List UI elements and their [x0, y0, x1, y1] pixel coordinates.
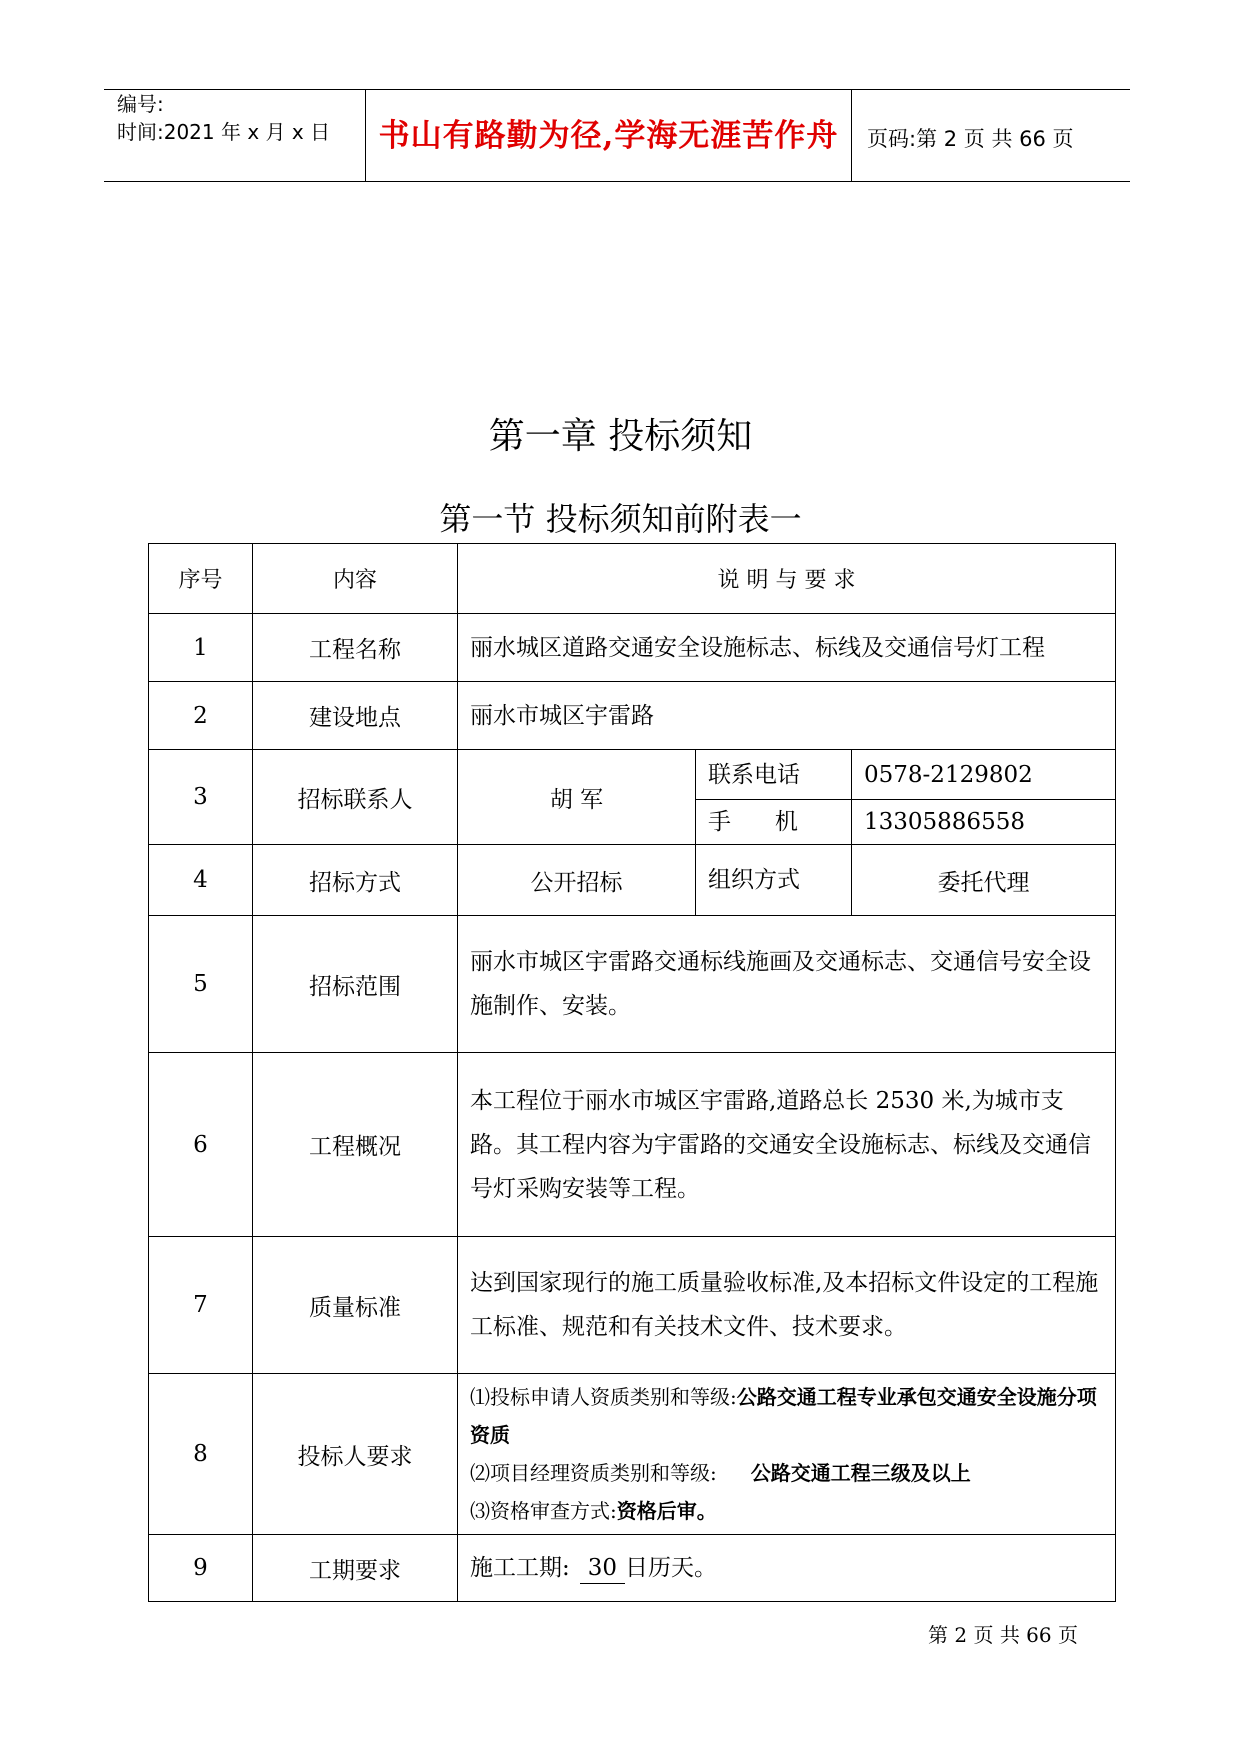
organization-label: 组织方式: [696, 845, 852, 916]
requirement-review: [470, 1492, 1103, 1530]
period-prefix: 施工工期:: [470, 1555, 570, 1581]
table-row: [149, 682, 1116, 750]
section-title: 第一节 投标须知前附表一: [439, 500, 802, 538]
table-row: [149, 614, 1116, 682]
header-top-rule: [104, 89, 1130, 90]
requirements-table: [148, 543, 1116, 1602]
row-item: 工期要求: [253, 1535, 458, 1602]
row-no: 7: [149, 1237, 253, 1374]
mobile-label: 手 机: [696, 800, 852, 845]
period-suffix: 日历天。: [625, 1555, 718, 1581]
bidder-requirements: [458, 1374, 1116, 1535]
table-row: [149, 1053, 1116, 1237]
requirement-label: ⑶资格审查方式:: [470, 1499, 617, 1523]
row-no: 2: [149, 682, 253, 750]
requirement-label: ⑵项目经理资质类别和等级:: [470, 1461, 717, 1485]
row-description: 达到国家现行的施工质量验收标准,及本招标文件设定的工程施工标准、规范和有关技术文件、技术要求。: [458, 1237, 1116, 1374]
row-description: 丽水市城区宇雷路: [458, 682, 1116, 750]
document-number-label: 编号:: [117, 92, 164, 116]
table-row: [149, 750, 1116, 800]
row-description: 丽水市城区宇雷路交通标线施画及交通标志、交通信号安全设施制作、安装。: [458, 916, 1116, 1053]
requirement-manager: [470, 1454, 1103, 1492]
header-motto: 书山有路勤为径,学海无涯苦作舟: [378, 118, 839, 154]
table-row: [149, 1237, 1116, 1374]
phone-number: 0578-2129802: [852, 750, 1116, 800]
chapter-title: 第一章 投标须知: [488, 416, 753, 457]
row-no: 9: [149, 1535, 253, 1602]
header-page-code: 页码:第 2 页 共 66 页: [867, 127, 1074, 151]
requirement-value: 公路交通工程专业承包交通安全设施分项资质: [470, 1385, 1097, 1447]
header-divider-right: [851, 89, 852, 182]
table-row: [149, 845, 1116, 916]
row-item: 工程概况: [253, 1053, 458, 1237]
footer-page-number: 第 2 页 共 66 页: [928, 1623, 1078, 1647]
row-no: 4: [149, 845, 253, 916]
table-row: [149, 1374, 1116, 1535]
row-item: 招标方式: [253, 845, 458, 916]
row-item: 投标人要求: [253, 1374, 458, 1535]
row-no: 3: [149, 750, 253, 845]
requirement-qualification: [470, 1378, 1103, 1454]
requirement-value: 资格后审。: [616, 1499, 717, 1523]
mobile-number: 13305886558: [852, 800, 1116, 845]
bidding-method: 公开招标: [458, 845, 696, 916]
construction-period: [458, 1535, 1116, 1602]
row-no: 8: [149, 1374, 253, 1535]
table-row: [149, 1535, 1116, 1602]
period-days: 30: [580, 1553, 625, 1584]
row-no: 5: [149, 916, 253, 1053]
table-header-row: [149, 544, 1116, 614]
row-item: 质量标准: [253, 1237, 458, 1374]
requirement-label: ⑴投标申请人资质类别和等级:: [470, 1385, 737, 1409]
organization-method: 委托代理: [852, 845, 1116, 916]
row-item: 招标范围: [253, 916, 458, 1053]
header-description: 说 明 与 要 求: [458, 544, 1116, 614]
header-no: 序号: [149, 544, 253, 614]
table-row: [149, 916, 1116, 1053]
row-item: 招标联系人: [253, 750, 458, 845]
row-no: 6: [149, 1053, 253, 1237]
header-bottom-rule: [104, 181, 1130, 182]
header-item: 内容: [253, 544, 458, 614]
requirement-value: 公路交通工程三级及以上: [750, 1461, 971, 1485]
row-no: 1: [149, 614, 253, 682]
row-description: 丽水城区道路交通安全设施标志、标线及交通信号灯工程: [458, 614, 1116, 682]
phone-label: 联系电话: [696, 750, 852, 800]
document-time: 时间:2021 年 x 月 x 日: [117, 120, 331, 144]
contact-person: 胡 军: [458, 750, 696, 845]
row-item: 建设地点: [253, 682, 458, 750]
row-item: 工程名称: [253, 614, 458, 682]
row-description: 本工程位于丽水市城区宇雷路,道路总长 2530 米,为城市支路。其工程内容为宇雷路的交通安全设施标志、标线及交通信号灯采购安装等工程。: [458, 1053, 1116, 1237]
